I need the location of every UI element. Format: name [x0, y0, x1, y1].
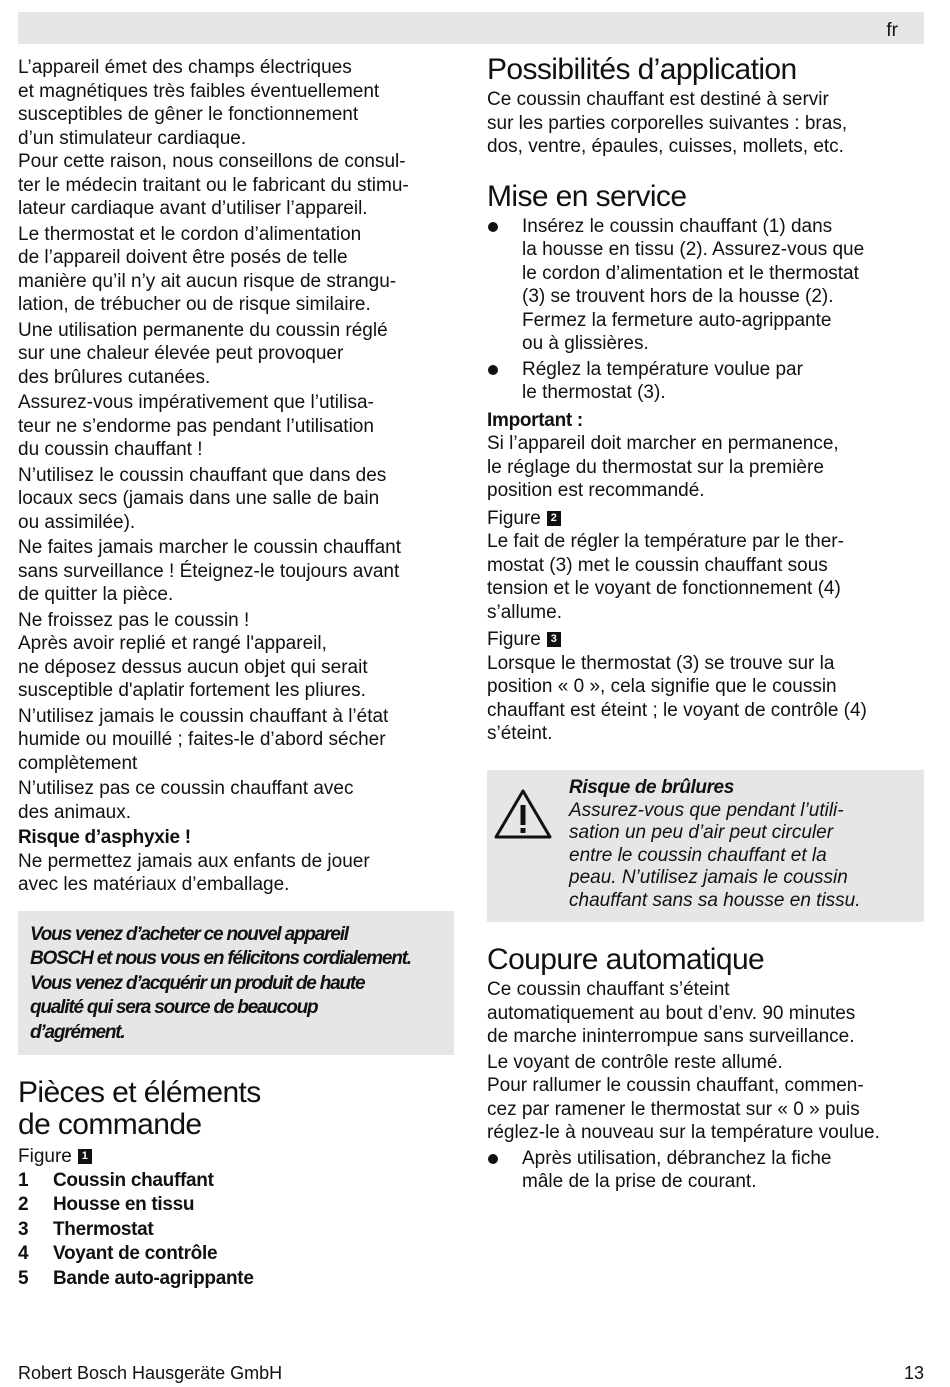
list-item — [18, 1267, 458, 1292]
text-line: tension et le voyant de fonctionnement (4) — [487, 578, 841, 599]
safety-paragraph — [18, 223, 458, 317]
text-line: s’éteint. — [487, 723, 553, 744]
text-line: mostat (3) met le coussin chauffant sous — [487, 554, 828, 576]
warning-title: Risque de brûlures — [569, 776, 734, 798]
burn-warning-box — [487, 770, 924, 923]
text-line: cez par ramener le thermostat sur « 0 » puis — [487, 1098, 860, 1120]
text-line: ter le médecin traitant ou le fabricant du stimu- — [18, 174, 409, 196]
asphyxia-warning-text — [18, 850, 458, 897]
safety-paragraphs — [18, 56, 458, 824]
text-line: Après utilisation, débranchez la fiche — [522, 1147, 832, 1169]
warning-line: Assurez-vous que pendant l’utili- — [569, 799, 844, 821]
text-line: s’allume. — [487, 601, 562, 623]
bullet-dot-icon — [487, 1147, 522, 1194]
text-line: Après avoir replié et rangé l'appareil, — [18, 633, 327, 654]
bullet-item — [487, 1147, 927, 1194]
text-line: la housse en tissu (2). Assurez-vous que — [522, 239, 865, 260]
text-line: ou à glissières. — [522, 333, 649, 354]
parts-heading — [18, 1077, 458, 1141]
text-line: locaux secs (jamais dans une salle de bain — [18, 488, 380, 509]
text-line: de marche ininterrompue sans surveillance. — [487, 1026, 855, 1047]
safety-paragraph — [18, 609, 458, 703]
item-label: Coussin chauffant — [53, 1169, 214, 1191]
warning-triangle-icon — [493, 788, 553, 840]
text-line: du coussin chauffant ! — [18, 439, 203, 460]
list-item — [18, 1218, 458, 1243]
text-line: Pour rallumer le coussin chauffant, commen- — [487, 1075, 864, 1096]
language-code: fr — [886, 20, 898, 41]
text-line: lation, de trébucher ou de risque similaire. — [18, 294, 371, 315]
text-line: et magnétiques très faibles éventuellement — [18, 80, 380, 102]
text-line: le cordon d’alimentation et le thermostat — [522, 262, 859, 284]
text-line: Ce coussin chauffant s’éteint — [487, 979, 730, 1000]
text-line: Assurez-vous impérativement que l’utilisa- — [18, 392, 374, 413]
welcome-line: qualité qui sera source de beaucoup — [30, 997, 318, 1018]
text-line: Une utilisation permanente du coussin réglé — [18, 319, 388, 341]
text-line: susceptibles de gêner le fonctionnement — [18, 104, 359, 125]
text-line: Le fait de régler la température par le ther- — [487, 531, 844, 552]
safety-paragraph — [18, 705, 458, 776]
text-line: mâle de la prise de courant. — [522, 1171, 757, 1192]
service-heading: Mise en service — [487, 179, 687, 213]
important-text — [487, 432, 927, 503]
text-line: Lorsque le thermostat (3) se trouve sur la — [487, 652, 835, 674]
figure-1-label — [18, 1145, 458, 1169]
heading-line: Pièces et éléments — [18, 1076, 261, 1109]
figure-number-box: 1 — [78, 1149, 92, 1164]
safety-paragraph — [18, 536, 458, 607]
text-line: sur les parties corporelles suivantes : bras, — [487, 112, 848, 134]
bullet-item — [487, 358, 927, 405]
text-line: ou assimilée). — [18, 511, 136, 533]
text-line: sur une chaleur élevée peut provoquer — [18, 343, 344, 364]
text-line: position « 0 », cela signifie que le coussin — [487, 676, 837, 697]
text-line: N’utilisez pas ce coussin chauffant avec — [18, 778, 354, 799]
text-line: automatiquement au bout d’env. 90 minutes — [487, 1002, 856, 1024]
welcome-box — [18, 911, 454, 1056]
welcome-line: BOSCH et nous vous en félicitons cordialement. — [30, 948, 411, 969]
left-column — [18, 56, 458, 1291]
text-line: dos, ventre, épaules, cuisses, mollets, etc. — [487, 136, 844, 157]
text-line: de quitter la pièce. — [18, 584, 174, 605]
text-line: Le thermostat et le cordon d’alimentation — [18, 223, 362, 245]
safety-paragraph — [18, 56, 458, 221]
bullet-dot-icon — [487, 215, 522, 356]
text-line: chauffant est éteint ; le voyant de contrôle (4) — [487, 699, 867, 721]
item-number: 2 — [18, 1194, 29, 1215]
text-line: avec les matériaux d’emballage. — [18, 874, 290, 895]
safety-paragraph — [18, 777, 458, 824]
text-line: réglez-le à nouveau sur la température voulue. — [487, 1122, 880, 1143]
text-line: des brûlures cutanées. — [18, 366, 211, 388]
text-line: lateur cardiaque avant d’utiliser l’appareil. — [18, 198, 368, 219]
application-heading: Possibilités d’application — [487, 53, 797, 86]
text-line: N’utilisez le coussin chauffant que dans des — [18, 464, 387, 486]
footer-company: Robert Bosch Hausgeräte GmbH — [18, 1363, 283, 1383]
item-number: 1 — [18, 1169, 29, 1191]
important-label: Important : — [487, 409, 583, 431]
text-line: Ne faites jamais marcher le coussin chauffant — [18, 537, 401, 558]
text-line: le réglage du thermostat sur la première — [487, 456, 824, 478]
text-line: susceptible d'aplatir fortement les pliures. — [18, 680, 366, 701]
text-line: L’appareil émet des champs électriques — [18, 57, 352, 78]
text-line: Si l’appareil doit marcher en permanence, — [487, 433, 839, 454]
figure-number-box: 3 — [547, 632, 561, 647]
item-number: 4 — [18, 1243, 29, 1264]
bullet-item — [487, 215, 927, 356]
page-number: 13 — [903, 1363, 924, 1383]
figure-label-text: Figure — [18, 1146, 72, 1167]
welcome-line: Vous venez d’acheter ce nouvel appareil — [30, 923, 348, 945]
welcome-line: d’agrément. — [30, 1021, 125, 1043]
welcome-line: Vous venez d’acquérir un produit de haute — [30, 972, 365, 994]
heading-line: de commande — [18, 1108, 202, 1141]
text-line: ne déposez dessus aucun objet qui serait — [18, 656, 368, 678]
text-line: de l’appareil doivent être posés de telle — [18, 247, 348, 268]
safety-paragraph — [18, 391, 458, 462]
item-label: Bande auto-agrippante — [53, 1267, 254, 1289]
application-text — [487, 88, 927, 159]
item-label: Housse en tissu — [53, 1194, 195, 1215]
figure-2-label — [487, 507, 927, 531]
list-item — [18, 1169, 458, 1194]
text-line: sans surveillance ! Éteignez-le toujours avant — [18, 560, 400, 582]
warning-line: peau. N’utilisez jamais le coussin — [569, 867, 848, 888]
item-label: Voyant de contrôle — [53, 1243, 218, 1264]
figure-3-text — [487, 652, 927, 746]
text-line: des animaux. — [18, 801, 132, 823]
auto-shutoff-text-2 — [487, 1051, 927, 1145]
text-line: (3) se trouvent hors de la housse (2). — [522, 286, 834, 307]
warning-line: entre le coussin chauffant et la — [569, 844, 827, 866]
list-item — [18, 1193, 458, 1218]
auto-shutoff-text-1 — [487, 978, 927, 1049]
text-line: d’un stimulateur cardiaque. — [18, 127, 247, 149]
text-line: Ne permettez jamais aux enfants de jouer — [18, 850, 370, 872]
header-bar — [18, 12, 924, 44]
asphyxia-warning-label: Risque d’asphyxie ! — [18, 827, 191, 848]
parts-list — [18, 1169, 458, 1292]
warning-line: chauffant sans sa housse en tissu. — [569, 889, 861, 911]
safety-paragraph — [18, 464, 458, 535]
text-line: N’utilisez jamais le coussin chauffant à l’état — [18, 705, 389, 727]
warning-line: sation un peu d’air peut circuler — [569, 822, 834, 843]
safety-paragraph — [18, 319, 458, 390]
item-number: 3 — [18, 1218, 29, 1240]
item-label: Thermostat — [53, 1218, 154, 1240]
item-number: 5 — [18, 1267, 29, 1289]
text-line: position est recommandé. — [487, 480, 705, 501]
text-line: Le voyant de contrôle reste allumé. — [487, 1051, 783, 1073]
figure-label-text: Figure — [487, 507, 541, 529]
text-line: Ce coussin chauffant est destiné à servir — [487, 89, 829, 110]
list-item — [18, 1242, 458, 1267]
text-line: teur ne s’endorme pas pendant l’utilisation — [18, 415, 374, 437]
text-line: manière qu’il n’y ait aucun risque de strangu- — [18, 270, 397, 292]
right-column — [487, 54, 927, 1194]
figure-number-box: 2 — [547, 511, 561, 526]
text-line: complètement — [18, 752, 138, 774]
text-line: le thermostat (3). — [522, 382, 666, 403]
figure-label-text: Figure — [487, 629, 541, 650]
text-line: Ne froissez pas le coussin ! — [18, 609, 250, 631]
text-line: Fermez la fermeture auto-agrippante — [522, 309, 832, 331]
text-line: Pour cette raison, nous conseillons de consul- — [18, 151, 406, 172]
figure-3-label — [487, 628, 927, 652]
text-line: Insérez le coussin chauffant (1) dans — [522, 215, 833, 237]
figure-2-text — [487, 530, 927, 624]
bullet-dot-icon — [487, 358, 522, 405]
text-line: Réglez la température voulue par — [522, 358, 803, 380]
text-line: humide ou mouillé ; faites-le d’abord sécher — [18, 729, 386, 750]
auto-shutoff-heading: Coupure automatique — [487, 943, 765, 976]
